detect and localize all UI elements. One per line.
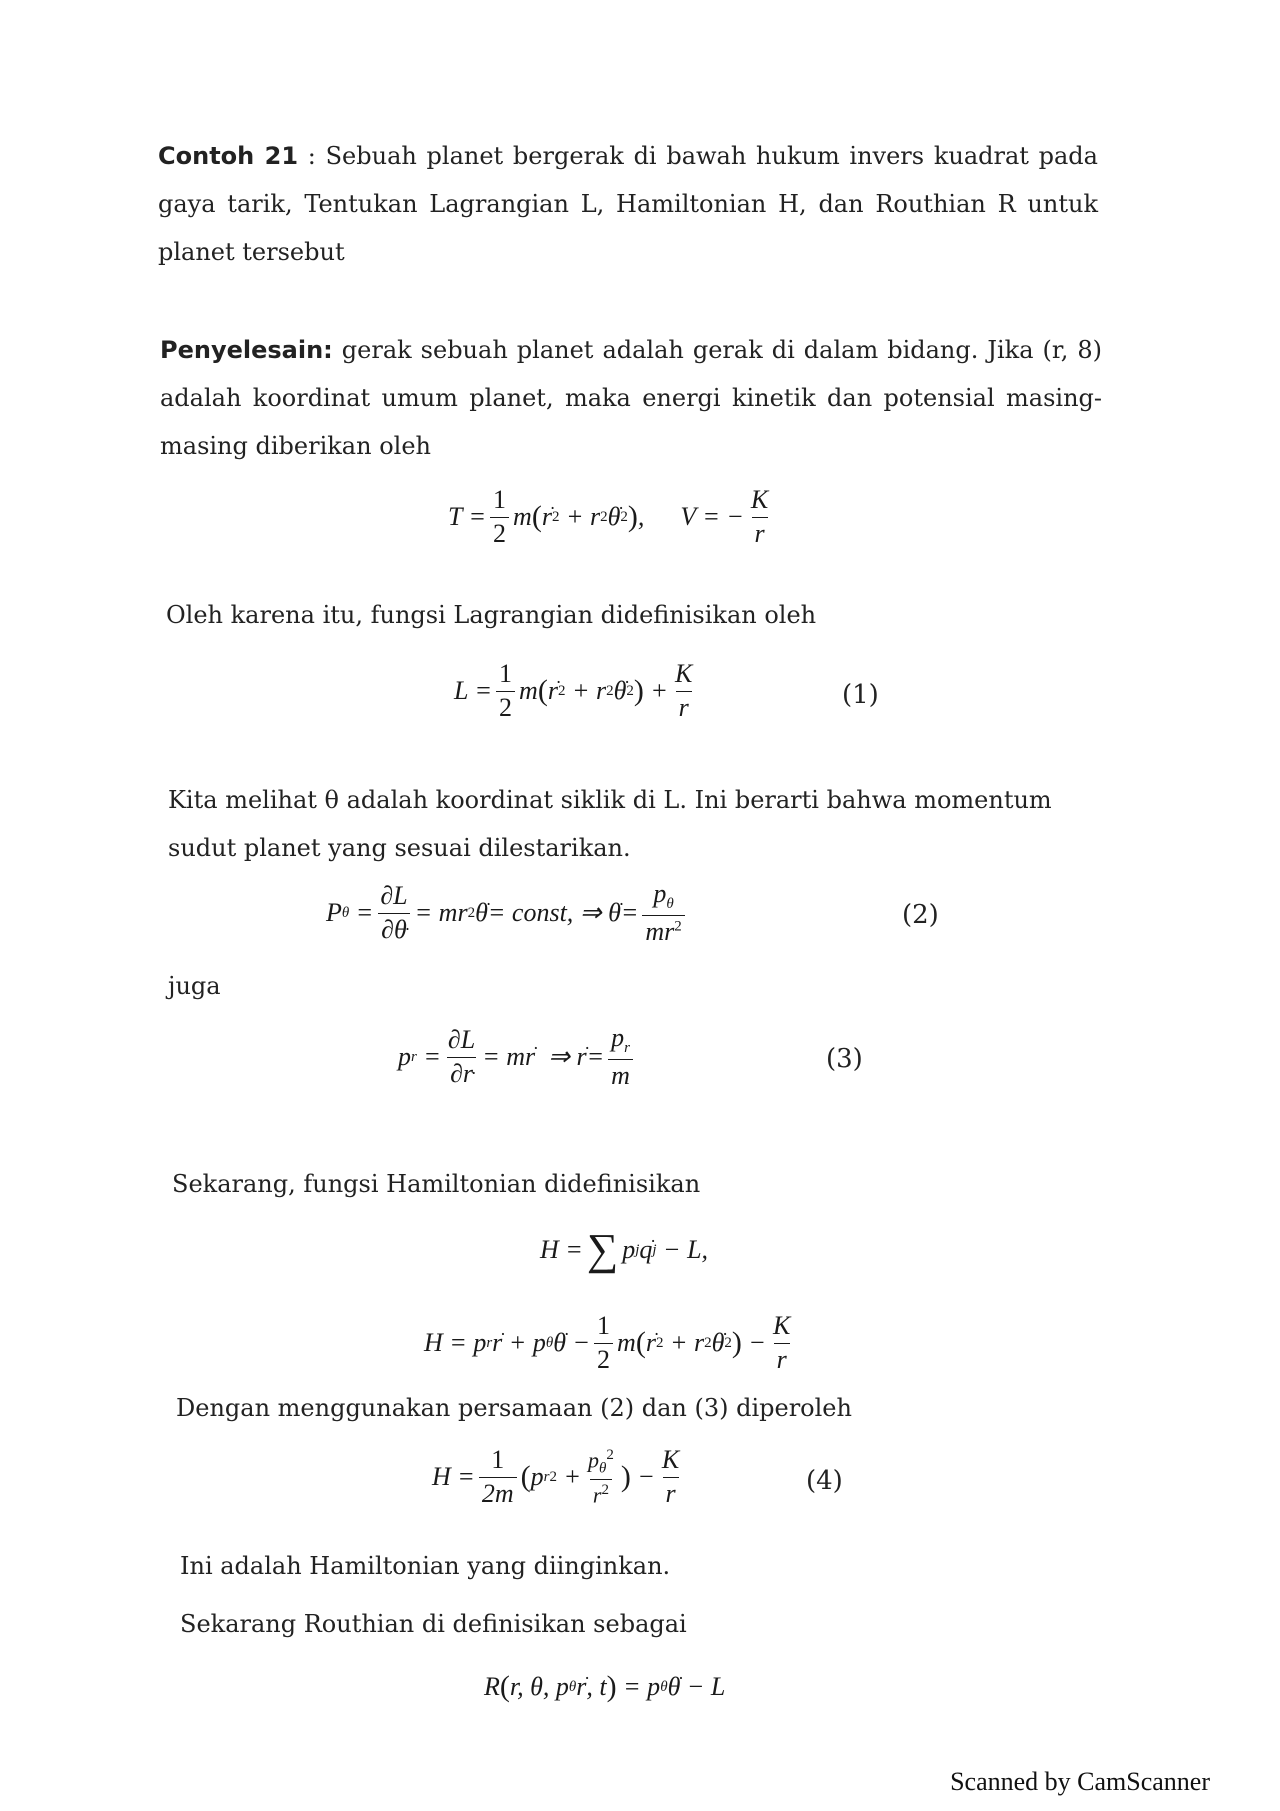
equation-number-2: (2) — [902, 900, 939, 930]
solution-label: Penyelesain: — [160, 336, 333, 364]
paragraph-desired-hamiltonian: Ini adalah Hamiltonian yang diinginkan. — [180, 1552, 671, 1580]
paragraph-juga: juga — [168, 972, 221, 1000]
paragraph-cyclic-coordinate: Kita melihat θ adalah koordinat siklik di L. Ini berarti bahwa momentum sudut planet yang sesuai dilestarikan. — [168, 786, 1052, 862]
equation-number-1: (1) — [842, 680, 879, 710]
problem-text: : Sebuah planet bergerak di bawah hukum invers kuadrat pada gaya tarik, Tentukan Lagrangian L, Hamiltonian H, dan Routhian R untuk planet tersebut — [158, 142, 1098, 266]
scanner-watermark: Scanned by CamScanner — [950, 1767, 1210, 1796]
problem-statement — [158, 132, 1098, 276]
equation-routhian: R ( r, θ, p θ r , t ) = p θ θ − L — [484, 1670, 726, 1703]
equation-kinetic-potential: T = $\frac{1}{2}$ m ( r 2 + r 2 θ 2 ) , V = − $\frac{K}{r}$ — [448, 485, 769, 548]
paragraph-hamiltonian: Sekarang, fungsi Hamiltonian didefinisikan — [172, 1170, 701, 1198]
equation-angular-momentum: P θ = $\frac{\partial L}{\partial\theta}$ = mr 2 θ = const, ⇒ θ = $\frac{p_\theta}{mr^2}$ — [326, 880, 689, 946]
solution-intro — [160, 326, 1102, 470]
paragraph-substitution: Dengan menggunakan persamaan (2) dan (3) diperoleh — [176, 1394, 852, 1422]
equation-hamiltonian-expanded: H = p r r + p θ θ − $\frac{1}{2}$ m ( r 2 + r 2 θ 2 ) − $\frac{K}{r}$ — [424, 1311, 791, 1374]
equation-hamiltonian-definition: H = ∑ p j q j − L, — [540, 1225, 709, 1274]
solution-text: gerak sebuah planet adalah gerak di dalam bidang. Jika (r, 8) adalah koordinat umum planet, maka energi kinetik dan potensial masing-masing diberikan oleh — [160, 336, 1102, 460]
equation-lagrangian: L = $\frac{1}{2}$ m ( r 2 + r 2 θ 2 ) + $\frac{K}{r}$ — [454, 659, 693, 722]
problem-label: Contoh 21 — [158, 142, 299, 170]
equation-number-4: (4) — [806, 1466, 843, 1496]
equation-radial-momentum: p r = $\frac{\partial L}{\partial r}$ = mr ⇒ r = $\frac{p_r}{m}$ — [398, 1024, 637, 1090]
equation-number-3: (3) — [826, 1044, 863, 1074]
paragraph-lagrangian: Oleh karena itu, fungsi Lagrangian didefinisikan oleh — [166, 601, 817, 629]
equation-hamiltonian-final: H = $\frac{1}{2m}$ ( p r 2 + $\frac{p_\theta^2}{r^2}$ ) − $\frac{K}{r}$ — [432, 1445, 680, 1508]
paragraph-routhian: Sekarang Routhian di definisikan sebagai — [180, 1610, 687, 1638]
